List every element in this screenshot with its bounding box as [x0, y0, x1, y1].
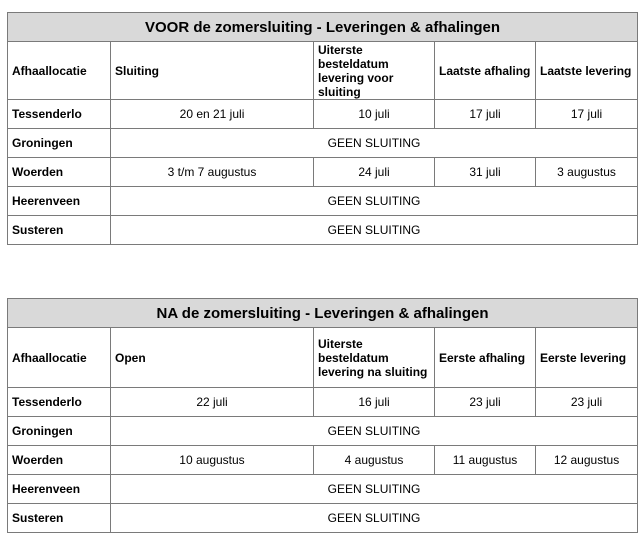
column-header-closure: Sluiting	[111, 42, 314, 100]
column-header-last-delivery: Laatste levering	[536, 42, 638, 100]
last-pickup-cell: 17 juli	[435, 100, 536, 129]
column-header-last-pickup: Laatste afhaling	[435, 42, 536, 100]
location-cell: Susteren	[8, 504, 111, 533]
last-delivery-cell: 3 augustus	[536, 158, 638, 187]
first-pickup-cell: 11 augustus	[435, 446, 536, 475]
table-row	[8, 388, 638, 417]
column-header-order-deadline: Uiterste besteldatum levering na sluiting	[314, 328, 435, 388]
column-header-location: Afhaallocatie	[8, 328, 111, 388]
no-closure-cell: GEEN SLUITING	[111, 417, 638, 446]
header-row	[8, 42, 638, 100]
column-header-location: Afhaallocatie	[8, 42, 111, 100]
column-header-first-pickup: Eerste afhaling	[435, 328, 536, 388]
location-cell: Susteren	[8, 216, 111, 245]
first-delivery-cell: 23 juli	[536, 388, 638, 417]
no-closure-cell: GEEN SLUITING	[111, 187, 638, 216]
table-row	[8, 187, 638, 216]
closure-cell: 20 en 21 juli	[111, 100, 314, 129]
no-closure-cell: GEEN SLUITING	[111, 129, 638, 158]
table-title-row	[8, 299, 638, 328]
location-cell: Tessenderlo	[8, 100, 111, 129]
open-cell: 22 juli	[111, 388, 314, 417]
table-title-row	[8, 13, 638, 42]
table-row	[8, 475, 638, 504]
table-title: VOOR de zomersluiting - Leveringen & afhalingen	[8, 13, 638, 42]
closure-cell: 3 t/m 7 augustus	[111, 158, 314, 187]
location-cell: Heerenveen	[8, 475, 111, 504]
location-cell: Heerenveen	[8, 187, 111, 216]
last-delivery-cell: 17 juli	[536, 100, 638, 129]
no-closure-cell: GEEN SLUITING	[111, 475, 638, 504]
column-header-first-delivery: Eerste levering	[536, 328, 638, 388]
order-deadline-cell: 4 augustus	[314, 446, 435, 475]
order-deadline-cell: 10 juli	[314, 100, 435, 129]
table-row	[8, 504, 638, 533]
column-header-open: Open	[111, 328, 314, 388]
table-title: NA de zomersluiting - Leveringen & afhalingen	[8, 299, 638, 328]
table-row	[8, 446, 638, 475]
table-row	[8, 417, 638, 446]
last-pickup-cell: 31 juli	[435, 158, 536, 187]
table-row	[8, 158, 638, 187]
open-cell: 10 augustus	[111, 446, 314, 475]
no-closure-cell: GEEN SLUITING	[111, 504, 638, 533]
first-pickup-cell: 23 juli	[435, 388, 536, 417]
order-deadline-cell: 24 juli	[314, 158, 435, 187]
location-cell: Groningen	[8, 129, 111, 158]
table-row	[8, 129, 638, 158]
voor-sluiting-table	[7, 12, 638, 245]
location-cell: Woerden	[8, 158, 111, 187]
order-deadline-cell: 16 juli	[314, 388, 435, 417]
header-row	[8, 328, 638, 388]
column-header-order-deadline: Uiterste besteldatum levering voor sluiting	[314, 42, 435, 100]
na-sluiting-table	[7, 298, 638, 533]
location-cell: Woerden	[8, 446, 111, 475]
table-row	[8, 100, 638, 129]
table-row	[8, 216, 638, 245]
first-delivery-cell: 12 augustus	[536, 446, 638, 475]
location-cell: Groningen	[8, 417, 111, 446]
no-closure-cell: GEEN SLUITING	[111, 216, 638, 245]
location-cell: Tessenderlo	[8, 388, 111, 417]
